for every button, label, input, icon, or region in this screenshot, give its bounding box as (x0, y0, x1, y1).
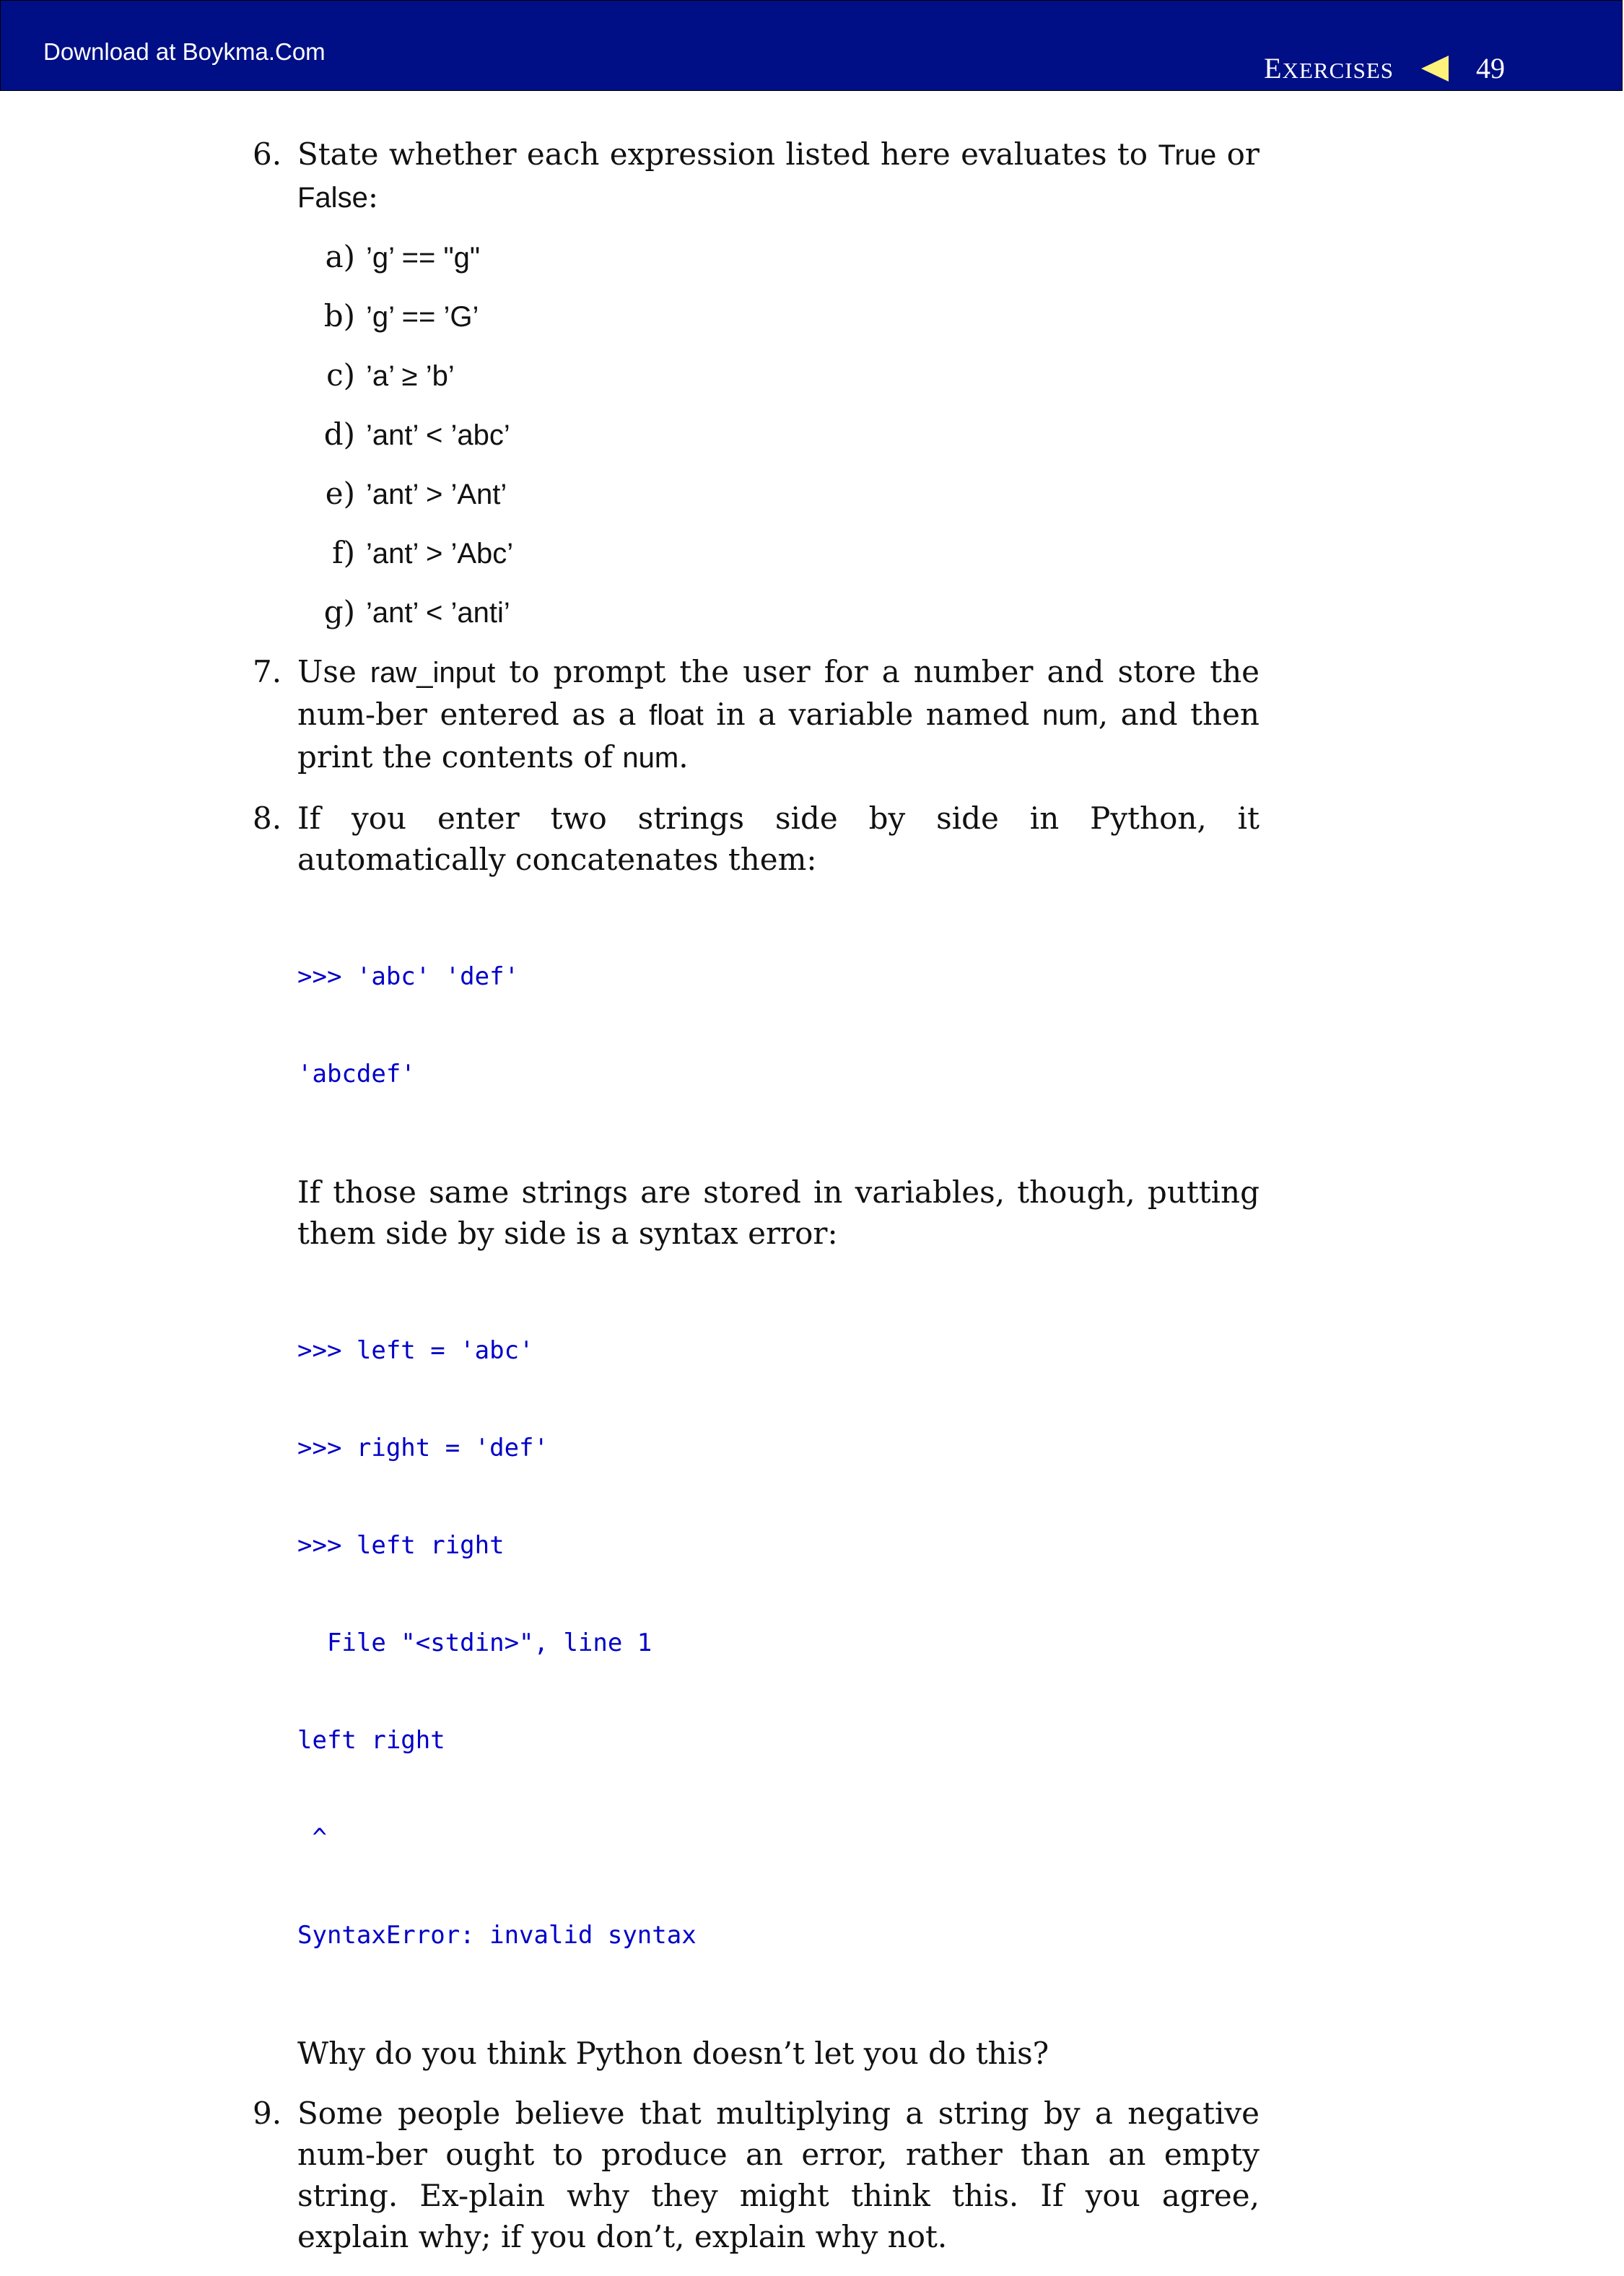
exercise-number: 6. (253, 136, 282, 172)
code-word: num (1042, 699, 1099, 731)
subitem-label: g) (323, 594, 355, 629)
exercise-8-middle: If those same strings are stored in variables, though, putting them side by side is a syntax error: (297, 1174, 1260, 1251)
exercise-8-intro: If you enter two strings side by side in Python, it automatically concatenates them: (297, 801, 1260, 877)
code-word: True (1158, 139, 1217, 171)
exercise-8 (253, 798, 1260, 2074)
subitem-expression: ’a’ ≥ ’b’ (366, 360, 455, 392)
code-line: >>> left right (297, 1531, 505, 1560)
exercise-number: 9. (253, 2096, 282, 2131)
subitem-expression: ’ant’ < ’abc’ (366, 419, 510, 451)
subitem-expression: ’ant’ > ’Ant’ (366, 479, 507, 510)
subitem-list (297, 236, 1260, 632)
code-line: SyntaxError: invalid syntax (297, 1921, 697, 1950)
subitem-expression: ’ant’ > ’Abc’ (366, 538, 514, 570)
subitem-expression: ’g’ == "g" (366, 242, 481, 274)
code-line: File "<stdin>", line 1 (297, 1628, 652, 1657)
text-segment: , and then print the contents of (297, 697, 1260, 775)
subitem-expression: ’ant’ < ’anti’ (366, 597, 510, 629)
section-title-initial: E (1264, 52, 1283, 84)
exercise-9 (253, 2093, 1260, 2257)
subitem-label: c) (326, 357, 355, 393)
text-segment: State whether each expression listed here evaluates to (297, 136, 1158, 172)
page-number: 49 (1476, 52, 1505, 84)
code-word: float (649, 699, 704, 731)
exercise-8-closing: Why do you think Python doesn’t let you do this? (297, 2036, 1049, 2071)
exercise-list (253, 134, 1260, 2276)
exercise-number: 7. (253, 654, 282, 689)
exercise-6 (253, 134, 1260, 632)
exercise-9-text: Some people believe that multiplying a string by a negative num-ber ought to produce an error, rather than an empty string. Ex-plain why they might think this. If you agree, explain why; if you don’t, explain why not. (297, 2096, 1260, 2254)
text-segment: to prompt the user for a number and store the num-ber entered as a (297, 654, 1260, 732)
subitem-label: a) (325, 239, 355, 274)
text-segment: : (367, 179, 378, 214)
exercise-7-text (297, 651, 1260, 779)
code-line: >>> 'abc' 'def' (297, 962, 520, 991)
text-segment: in a variable named (703, 697, 1042, 732)
list-item (297, 473, 1260, 514)
download-watermark: Download at Boykma.Com (43, 38, 326, 65)
exercise-6-prompt (297, 134, 1260, 219)
list-item (297, 414, 1260, 455)
code-line: >>> right = 'def' (297, 1434, 549, 1462)
code-line: ^ (297, 1823, 327, 1852)
subitem-expression: ’g’ == ’G’ (366, 301, 479, 333)
exercise-number: 8. (253, 801, 282, 836)
arrow-left-icon (1421, 56, 1449, 82)
running-head (1264, 51, 1505, 85)
text-segment: . (678, 739, 689, 775)
subitem-label: b) (323, 298, 355, 333)
code-block (297, 1270, 1260, 2017)
code-word: num (622, 742, 679, 774)
subitem-label: d) (323, 417, 355, 452)
page-header (0, 0, 1623, 91)
list-item (297, 532, 1260, 573)
text-segment: Use (297, 654, 370, 689)
code-line: left right (297, 1726, 445, 1755)
list-item (297, 591, 1260, 632)
list-item (297, 295, 1260, 336)
subitem-label: e) (325, 476, 355, 511)
code-block (297, 896, 1260, 1156)
list-item (297, 354, 1260, 396)
text-segment: or (1216, 136, 1260, 172)
code-word: raw_input (370, 657, 496, 689)
code-word: False (297, 182, 368, 214)
list-item (297, 236, 1260, 277)
subitem-label: f) (332, 535, 355, 570)
exercise-7 (253, 651, 1260, 779)
code-line: 'abcdef' (297, 1060, 416, 1089)
section-title-rest: XERCISES (1282, 58, 1394, 83)
section-title (1264, 51, 1394, 85)
code-line: >>> left = 'abc' (297, 1336, 534, 1365)
